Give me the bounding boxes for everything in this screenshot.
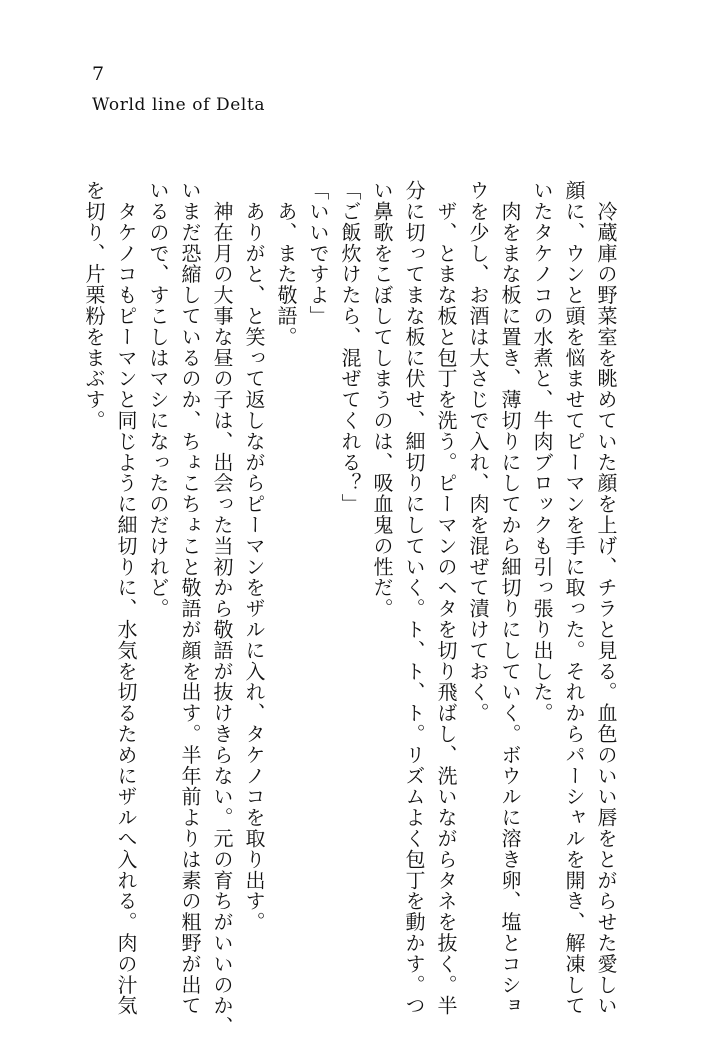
text-line: 冷蔵庫の野菜室を眺めていた顔を上げ、チラと見る。血色のいい唇をとがらせた愛しい	[594, 180, 618, 1016]
text-line: 分に切ってまな板に伏せ、細切りにしていく。ト、ト、ト。リズムよく包丁を動かす。つ	[402, 180, 426, 1016]
text-line: ありがと、と笑って返しながらピーマンをザルに入れ、タケノコを取り出す。	[242, 180, 266, 933]
text-line: 肉をまな板に置き、薄切りにしてから細切りにしていく。ボウルに溶き卵、塩とコショ	[498, 180, 522, 1016]
text-line: い鼻歌をこぼしてしまうのは、吸血鬼の性だ。	[370, 180, 394, 619]
body-text	[82, 180, 622, 1037]
text-line: 顔に、ウンと頭を悩ませてピーマンを手に取った。それからパーシャルを開き、解凍して	[562, 180, 586, 1016]
text-line: 「いいですよ」	[306, 180, 330, 327]
text-line: タケノコもピーマンと同じように細切りに、水気を切るためにザルへ入れる。肉の汁気	[114, 180, 138, 1016]
text-line: いるので、すこしはマシになったのだけれど。	[146, 180, 170, 619]
text-line: ザ、とまな板と包丁を洗う。ピーマンのヘタを切り飛ばし、洗いながらタネを抜く。半	[434, 180, 458, 1016]
page-number: 7	[92, 63, 105, 85]
text-line: を切り、片栗粉をまぶす。	[82, 180, 106, 431]
text-line: あ、また敬語。	[274, 180, 298, 348]
text-line: 「ご飯炊けたら、混ぜてくれる？」	[338, 180, 362, 515]
text-line: いたタケノコの水煮と、牛肉ブロックも引っ張り出した。	[530, 180, 554, 724]
text-line: 神在月の大事な昼の子は、出会った当初から敬語が抜けきらない。元の育ちがいいのか、	[210, 180, 234, 1037]
chapter-title: World line of Delta	[92, 95, 266, 115]
text-line: ウを少し、お酒は大さじで入れ、肉を混ぜて漬けておく。	[466, 180, 490, 724]
text-line: いまだ恐縮しているのか、ちょこちょこと敬語が顔を出す。半年前よりは素の粗野が出て	[178, 180, 202, 1016]
